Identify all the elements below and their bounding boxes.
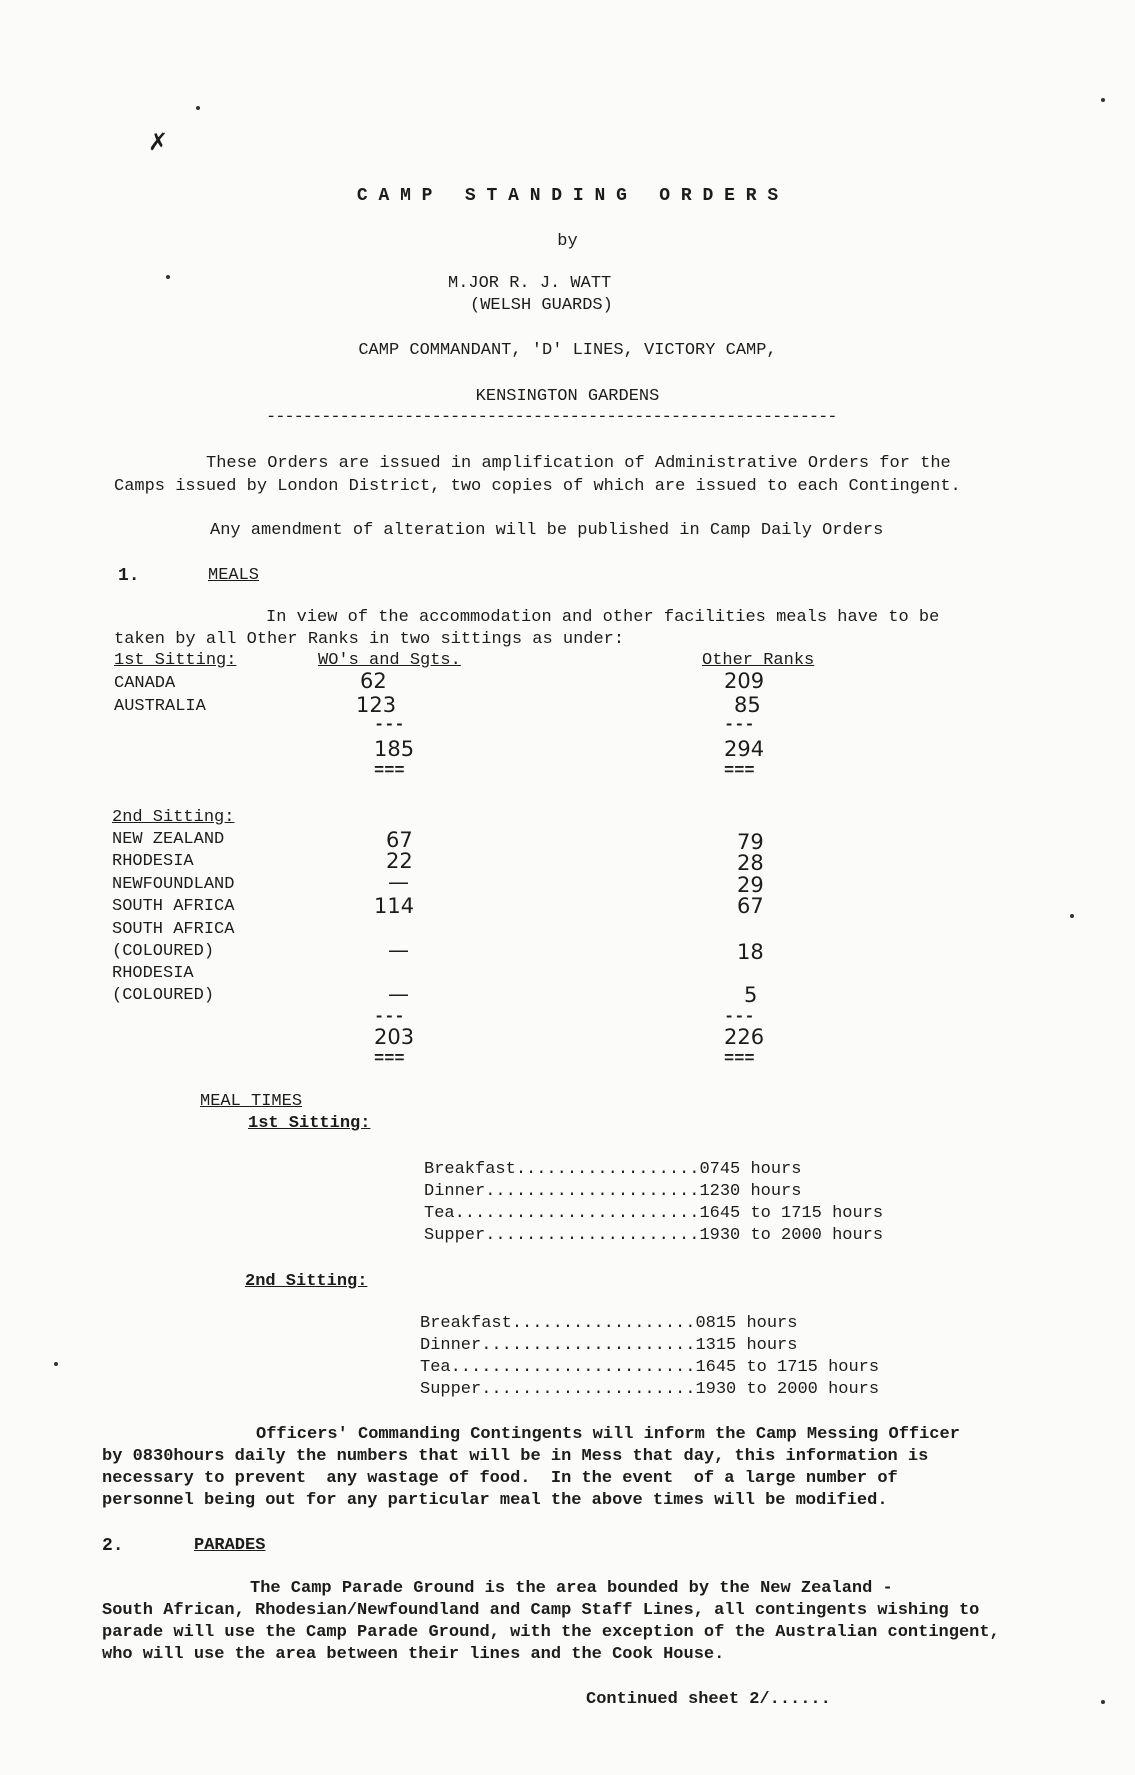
or-count: 29 — [737, 873, 764, 897]
or-count: 79 — [737, 830, 764, 854]
total-double-rule: === — [724, 1050, 755, 1069]
meals-para-line-2: taken by all Other Ranks in two sittings as under: — [114, 630, 625, 649]
meal-time-line: Breakfast..................0745 hours — [424, 1160, 802, 1179]
handwritten-x-mark: ✗ — [148, 128, 169, 156]
wo-count: 114 — [374, 894, 415, 918]
contingent-name: AUSTRALIA — [114, 697, 206, 716]
section-2-heading: PARADES — [194, 1536, 266, 1555]
contingent-name: RHODESIA — [112, 964, 194, 983]
sitting-2-total-wo: 203 — [374, 1025, 415, 1049]
ink-speck — [1101, 98, 1105, 102]
sitting-1-total-wo: 185 — [374, 737, 415, 761]
section-2-number: 2. — [102, 1536, 124, 1556]
contingent-name: NEWFOUNDLAND — [112, 875, 235, 894]
meal-time-line: Supper.....................1930 to 2000 hours — [420, 1380, 880, 1399]
contingent-name: SOUTH AFRICA — [112, 920, 235, 939]
subtotal-rule: --- — [374, 1008, 405, 1027]
contingent-name: SOUTH AFRICA — [112, 897, 235, 916]
meal-times-heading: MEAL TIMES — [200, 1092, 303, 1111]
contingent-name: (COLOURED) — [112, 942, 215, 961]
subtotal-rule: --- — [724, 1008, 755, 1027]
meal-times-second-label: 2nd Sitting: — [245, 1272, 368, 1291]
meal-times-first-label: 1st Sitting: — [248, 1114, 371, 1133]
or-count: 28 — [737, 851, 764, 875]
ink-speck — [166, 275, 170, 279]
header-rule: -------------------------------------------------------------- — [266, 408, 837, 427]
ink-speck — [54, 1362, 58, 1366]
subtotal-rule: --- — [724, 716, 755, 735]
intro-line-3: Any amendment of alteration will be published in Camp Daily Orders — [210, 521, 884, 540]
or-count: 85 — [734, 693, 761, 717]
ink-speck — [1101, 1700, 1105, 1704]
officers-para-line: by 0830hours daily the numbers that will be in Mess that day, this information is — [102, 1447, 929, 1466]
parades-para-line: South African, Rhodesian/Newfoundland and Camp Staff Lines, all contingents wishing to — [102, 1601, 980, 1620]
officers-para-line: Officers' Commanding Contingents will inform the Camp Messing Officer — [256, 1425, 960, 1444]
contingent-name: NEW ZEALAND — [112, 830, 225, 849]
appointment-line: CAMP COMMANDANT, 'D' LINES, VICTORY CAMP, — [358, 341, 777, 360]
ink-speck — [1070, 914, 1074, 918]
column-header-or: Other Ranks — [702, 651, 815, 670]
contingent-name: RHODESIA — [112, 852, 194, 871]
parades-para-line: parade will use the Camp Parade Ground, with the exception of the Australian contingent, — [102, 1623, 1000, 1642]
contingent-name: CANADA — [114, 674, 176, 693]
or-count: 67 — [737, 894, 764, 918]
meals-para-line-1: In view of the accommodation and other facilities meals have to be — [266, 608, 940, 627]
section-1-heading: MEALS — [208, 566, 260, 585]
sitting-1-label: 1st Sitting: — [114, 651, 237, 670]
author-regiment: (WELSH GUARDS) — [470, 296, 613, 315]
officers-para-line: personnel being out for any particular meal the above times will be modified. — [102, 1491, 888, 1510]
meal-time-line: Supper.....................1930 to 2000 hours — [424, 1226, 884, 1245]
meal-time-line: Tea........................1645 to 1715 hours — [420, 1358, 880, 1377]
sitting-2-total-or: 226 — [724, 1025, 765, 1049]
or-count: 5 — [744, 983, 758, 1007]
column-header-wo: WO's and Sgts. — [318, 651, 461, 670]
meal-time-line: Dinner.....................1230 hours — [424, 1182, 802, 1201]
author-name: M.JOR R. J. WATT — [448, 274, 612, 293]
wo-count: 67 — [386, 828, 413, 852]
officers-para-line: necessary to prevent any wastage of food. In the event of a large number of — [102, 1469, 898, 1488]
or-count: 209 — [724, 669, 765, 693]
sitting-2-label: 2nd Sitting: — [112, 808, 235, 827]
or-count: 18 — [737, 940, 764, 964]
total-double-rule: === — [374, 762, 405, 781]
parades-para-line: The Camp Parade Ground is the area bounded by the New Zealand - — [250, 1579, 893, 1598]
sitting-1-total-or: 294 — [724, 737, 765, 761]
continued-note: Continued sheet 2/...... — [586, 1690, 831, 1709]
section-1-number: 1. — [118, 566, 140, 586]
wo-count: — — [388, 938, 409, 962]
meal-time-line: Breakfast..................0815 hours — [420, 1314, 798, 1333]
by-line: by — [557, 232, 578, 251]
parades-para-line: who will use the area between their lines and the Cook House. — [102, 1645, 725, 1664]
ink-speck — [196, 106, 200, 110]
meal-time-line: Dinner.....................1315 hours — [420, 1336, 798, 1355]
wo-count: 62 — [360, 669, 387, 693]
wo-count: — — [388, 982, 409, 1006]
intro-line-1: These Orders are issued in amplification of Administrative Orders for the — [206, 454, 951, 473]
location-line: KENSINGTON GARDENS — [475, 387, 660, 406]
wo-count: 22 — [386, 849, 413, 873]
total-double-rule: === — [374, 1050, 405, 1069]
wo-count: 123 — [356, 693, 397, 717]
contingent-name: (COLOURED) — [112, 986, 215, 1005]
total-double-rule: === — [724, 762, 755, 781]
meal-time-line: Tea........................1645 to 1715 hours — [424, 1204, 884, 1223]
subtotal-rule: --- — [374, 716, 405, 735]
wo-count: — — [388, 870, 409, 894]
document-title: C A M P S T A N D I N G O R D E R S — [356, 186, 779, 206]
intro-line-2: Camps issued by London District, two copies of which are issued to each Contingent. — [114, 477, 961, 496]
